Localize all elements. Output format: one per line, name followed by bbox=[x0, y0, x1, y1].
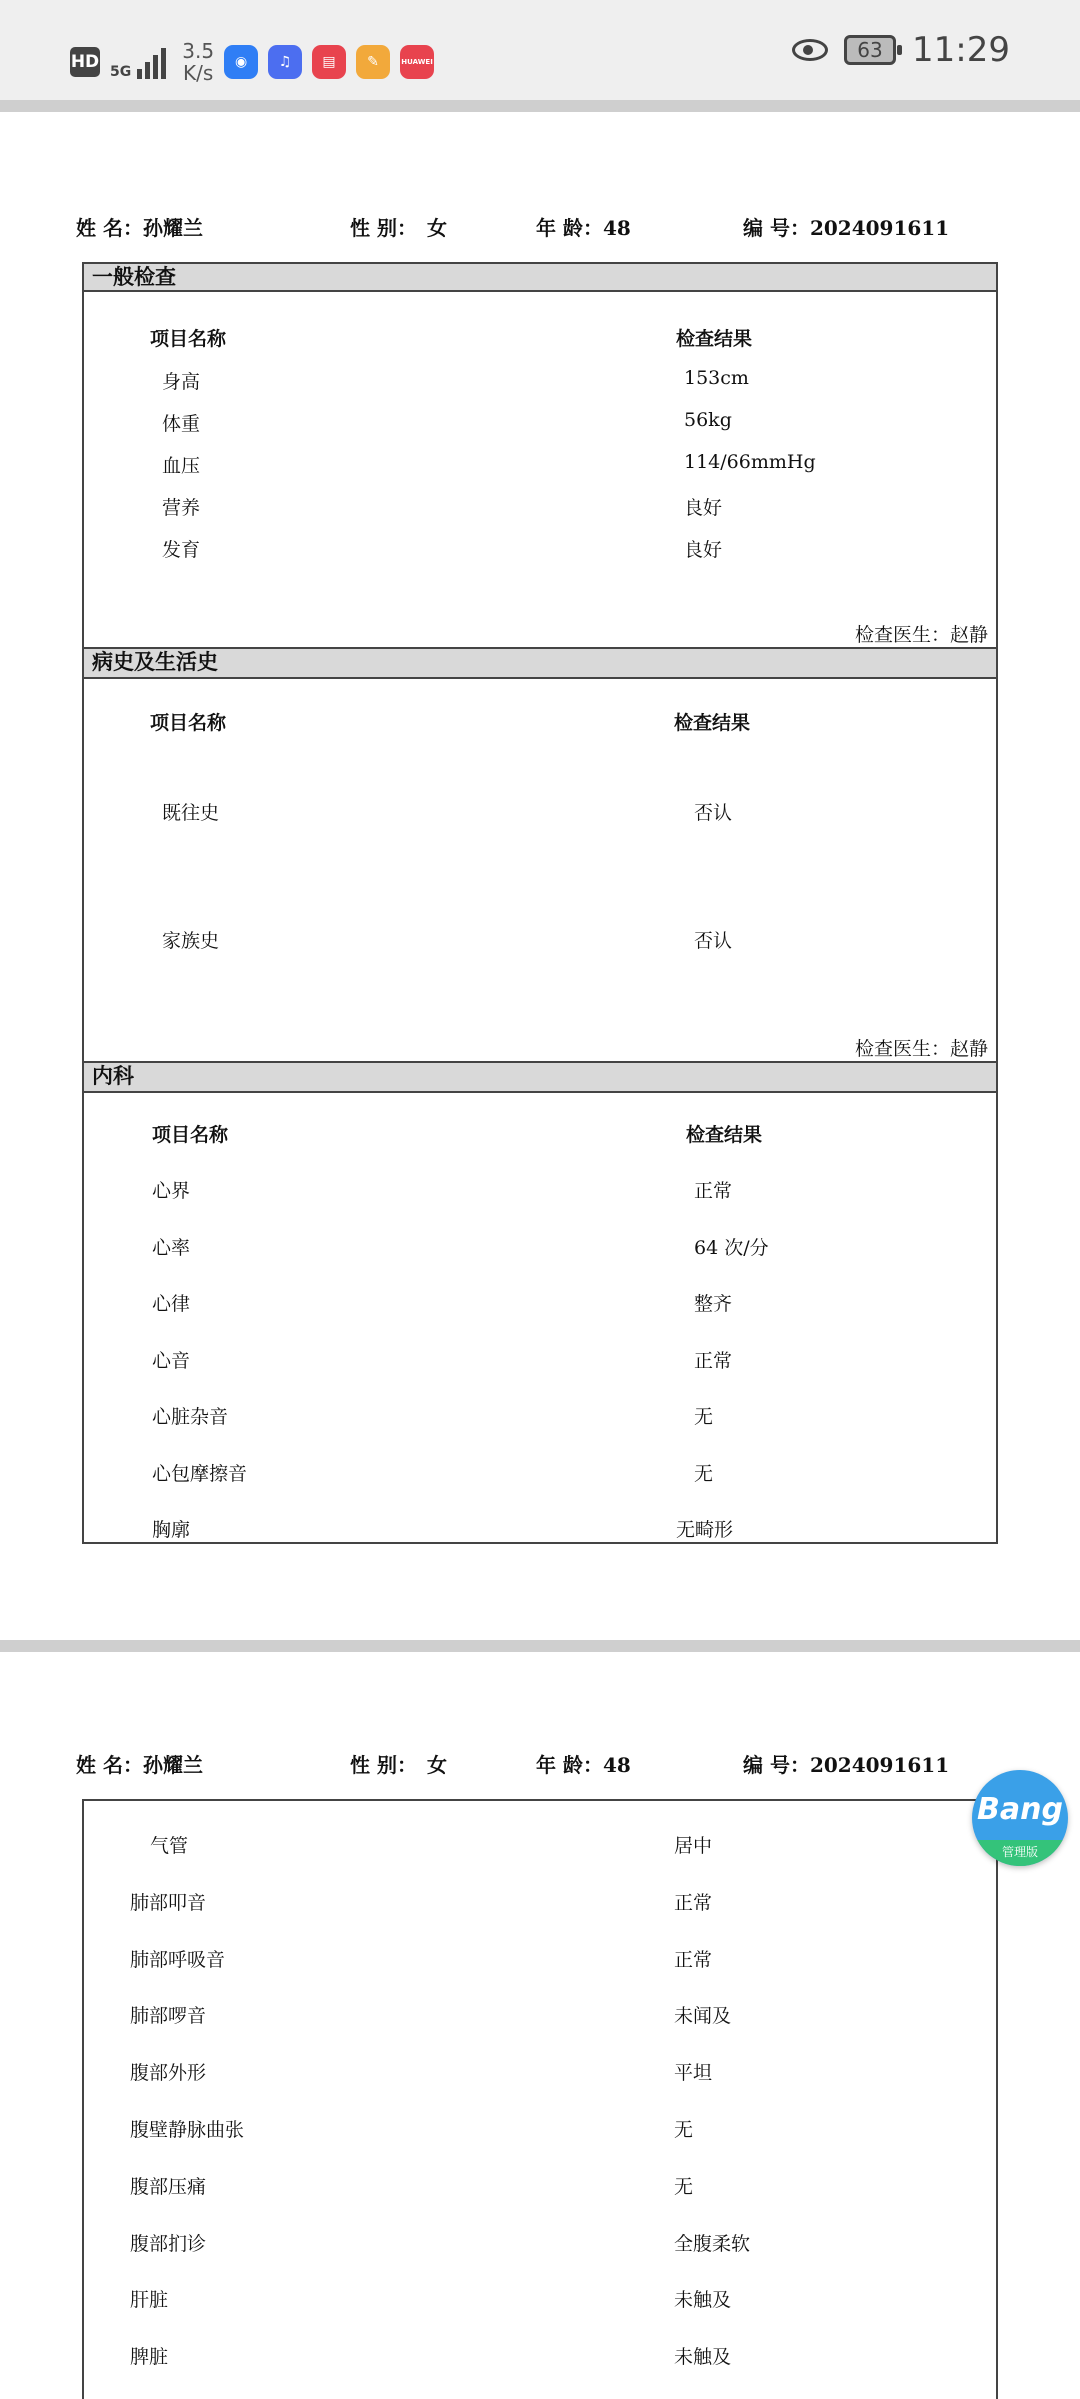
section-title-history: 病史及生活史 bbox=[84, 647, 996, 679]
table-row-result: 正常 bbox=[694, 1180, 733, 1202]
table-row-item: 心界 bbox=[152, 1180, 191, 1202]
table-row-item: 肝脏 bbox=[130, 2289, 169, 2311]
col-header-item: 项目名称 bbox=[150, 712, 227, 734]
table-row-result: 未闻及 bbox=[674, 2005, 732, 2027]
table-row-result: 114/66mmHg bbox=[684, 451, 816, 473]
table-row-result: 无 bbox=[674, 2176, 694, 2198]
report-table bbox=[82, 262, 998, 1544]
id-field: 编 号：2024091611 bbox=[743, 1753, 950, 1777]
hd-badge: HD bbox=[70, 47, 100, 77]
table-row-result: 否认 bbox=[694, 802, 733, 824]
col-header-result: 检查结果 bbox=[686, 1124, 763, 1146]
table-row-result: 无 bbox=[674, 2119, 694, 2141]
books-app-icon: ▤ bbox=[312, 45, 346, 79]
doctor-signature: 检查医生：赵静 bbox=[854, 624, 988, 646]
table-row-item: 身高 bbox=[162, 371, 201, 393]
status-right bbox=[792, 30, 1010, 70]
table-row-item: 心脏杂音 bbox=[152, 1406, 229, 1428]
table-row-item: 家族史 bbox=[162, 930, 220, 952]
table-row-item: 心率 bbox=[152, 1237, 191, 1259]
table-row-item: 血压 bbox=[162, 455, 201, 477]
table-row-item: 腹部外形 bbox=[130, 2062, 207, 2084]
table-row-result: 无畸形 bbox=[676, 1519, 734, 1541]
section-title-internal: 内科 bbox=[84, 1061, 996, 1093]
patient-header bbox=[0, 1749, 1080, 1789]
signal-icon bbox=[110, 45, 166, 79]
table-row-item: 腹部压痛 bbox=[130, 2176, 207, 2198]
sex-field: 性 别： 女 bbox=[350, 216, 447, 240]
section-title-general: 一般检查 bbox=[84, 264, 996, 292]
browser-app-icon: ◉ bbox=[224, 45, 258, 79]
table-row-result: 56kg bbox=[684, 409, 732, 431]
table-row-item: 心音 bbox=[152, 1350, 191, 1372]
eye-comfort-icon bbox=[792, 39, 828, 61]
name-field: 姓 名：孙耀兰 bbox=[76, 216, 203, 240]
table-row-result: 未触及 bbox=[674, 2346, 732, 2368]
sex-field: 性 别： 女 bbox=[350, 1753, 447, 1777]
bang-logo-icon: Bang bbox=[977, 1792, 1063, 1827]
table-row-result: 正常 bbox=[674, 1892, 713, 1914]
table-row-result: 良好 bbox=[684, 539, 723, 561]
status-bar bbox=[0, 0, 1080, 100]
battery-icon: 63 bbox=[844, 35, 896, 65]
table-row-item: 体重 bbox=[162, 413, 201, 435]
id-field: 编 号：2024091611 bbox=[743, 216, 950, 240]
clock: 11:29 bbox=[912, 30, 1010, 70]
table-row-item: 心律 bbox=[152, 1293, 191, 1315]
table-row-result: 153cm bbox=[684, 367, 749, 389]
network-type: 5G bbox=[110, 64, 132, 80]
table-row-result: 正常 bbox=[694, 1350, 733, 1372]
table-row-result: 整齐 bbox=[694, 1293, 733, 1315]
table-row-item: 发育 bbox=[162, 539, 201, 561]
table-row-result: 无 bbox=[694, 1406, 714, 1428]
table-row-item: 肺部啰音 bbox=[130, 2005, 207, 2027]
network-speed: 3.5 K/s bbox=[182, 39, 215, 85]
col-header-result: 检查结果 bbox=[674, 712, 751, 734]
col-header-item: 项目名称 bbox=[150, 328, 227, 350]
table-row-result: 良好 bbox=[684, 497, 723, 519]
table-row-result: 无 bbox=[694, 1463, 714, 1485]
table-row-item: 既往史 bbox=[162, 802, 220, 824]
table-row-result: 否认 bbox=[694, 930, 733, 952]
table-row-result: 未触及 bbox=[674, 2289, 732, 2311]
divider bbox=[0, 100, 1080, 112]
music-app-icon: ♫ bbox=[268, 45, 302, 79]
report-table-continued bbox=[82, 1799, 998, 2399]
age-field: 年 龄：48 bbox=[536, 1753, 631, 1777]
table-row-item: 心包摩擦音 bbox=[152, 1463, 248, 1485]
table-row-result: 平坦 bbox=[674, 2062, 713, 2084]
status-left bbox=[70, 40, 434, 84]
col-header-result: 检查结果 bbox=[676, 328, 753, 350]
table-row-result: 居中 bbox=[674, 1835, 713, 1857]
table-row-result: 正常 bbox=[674, 1949, 713, 1971]
table-row-item: 营养 bbox=[162, 497, 201, 519]
table-row-result: 全腹柔软 bbox=[674, 2233, 751, 2255]
table-row-item: 胸廓 bbox=[152, 1519, 191, 1541]
table-row-result: 64 次/分 bbox=[694, 1237, 769, 1259]
table-row-item: 气管 bbox=[150, 1835, 189, 1857]
table-row-item: 腹壁静脉曲张 bbox=[130, 2119, 245, 2141]
themes-app-icon: ✎ bbox=[356, 45, 390, 79]
table-row-item: 脾脏 bbox=[130, 2346, 169, 2368]
patient-header bbox=[0, 212, 1080, 252]
bang-floating-button[interactable] bbox=[972, 1770, 1068, 1866]
col-header-item: 项目名称 bbox=[152, 1124, 229, 1146]
name-field: 姓 名：孙耀兰 bbox=[76, 1753, 203, 1777]
page-separator bbox=[0, 1640, 1080, 1652]
bang-sub-label: 管理版 bbox=[972, 1840, 1068, 1866]
table-row-item: 腹部扪诊 bbox=[130, 2233, 207, 2255]
table-row-item: 肺部呼吸音 bbox=[130, 1949, 226, 1971]
doctor-signature: 检查医生：赵静 bbox=[854, 1038, 988, 1060]
huawei-app-icon: HUAWEI bbox=[400, 45, 434, 79]
table-row-item: 肺部叩音 bbox=[130, 1892, 207, 1914]
age-field: 年 龄：48 bbox=[536, 216, 631, 240]
